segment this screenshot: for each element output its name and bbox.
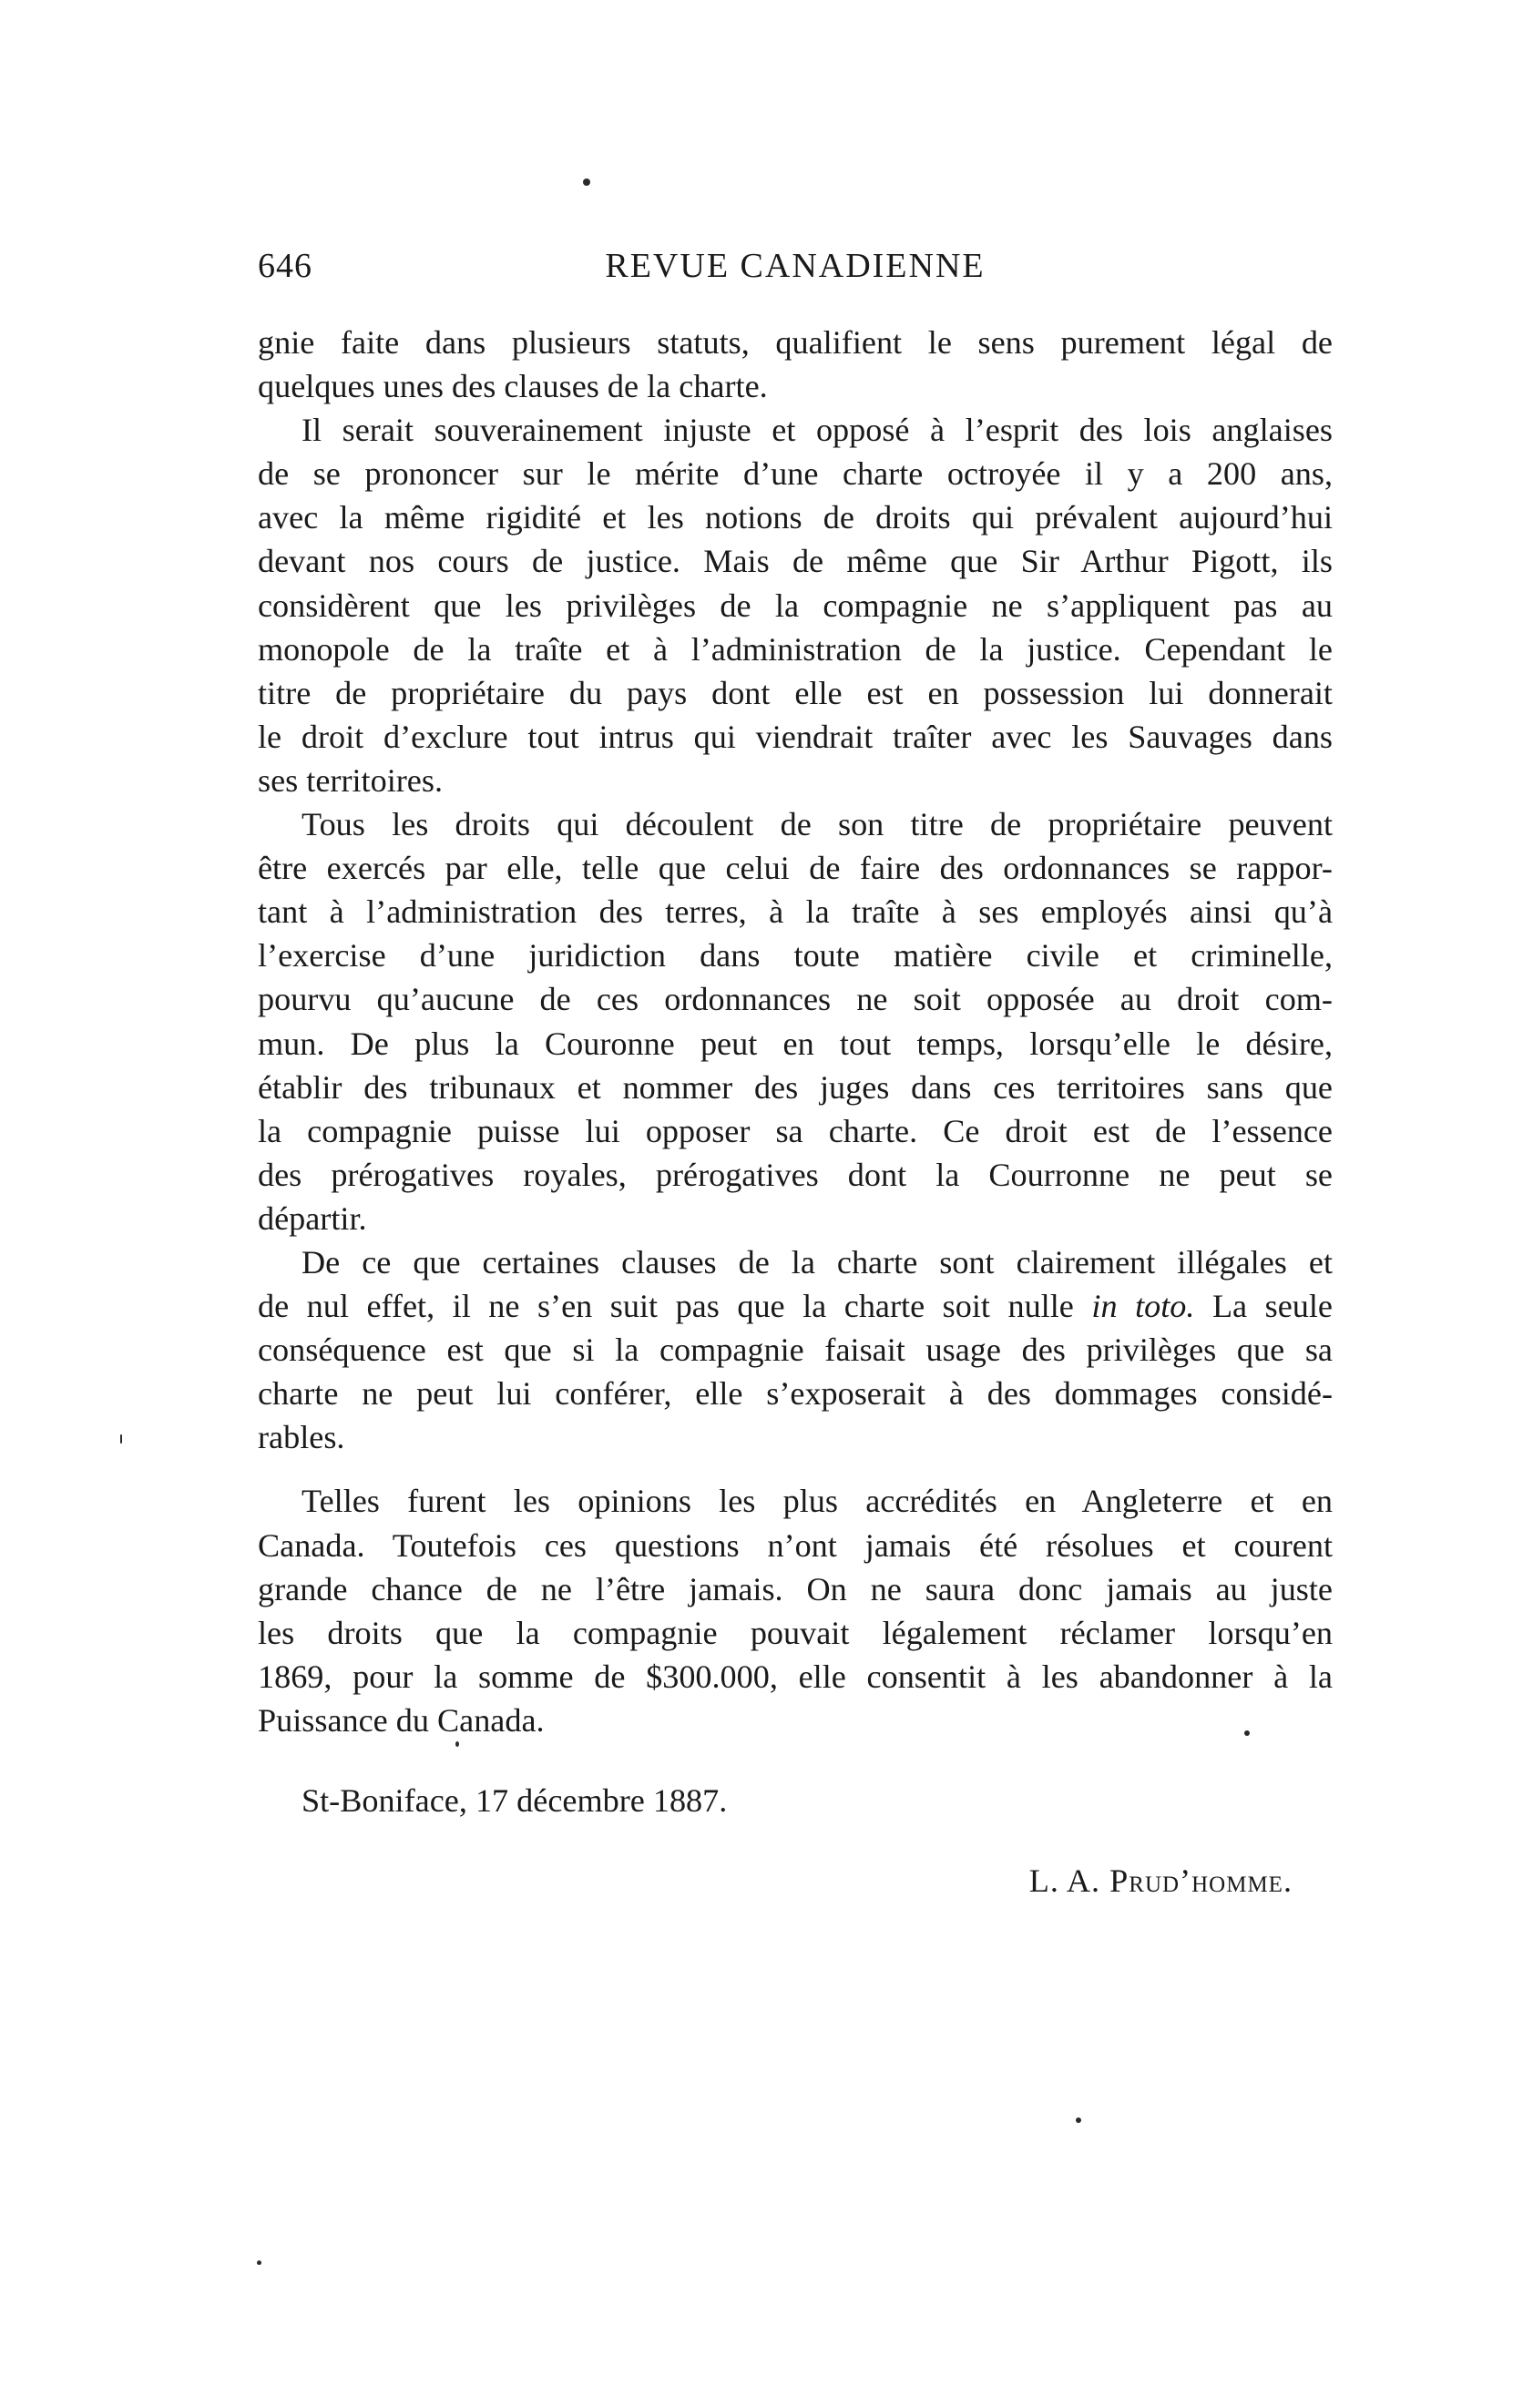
text-line: quelques unes des clauses de la charte. bbox=[258, 368, 768, 405]
text-line: considèrent que les privilèges de la compagnie ne s’appliquent pas au bbox=[258, 587, 1333, 624]
paragraph bbox=[258, 802, 1333, 1240]
text-line: la compagnie puisse lui opposer sa charte. Ce droit est de l’essence bbox=[258, 1112, 1333, 1149]
text-line: charte ne peut lui conférer, elle s’exposerait à des dommages considé- bbox=[258, 1375, 1333, 1413]
paragraph bbox=[258, 1479, 1333, 1742]
text-line: avec la même rigidité et les notions de droits qui prévalent aujourd’hui bbox=[258, 499, 1333, 536]
italic-phrase: in toto. bbox=[1091, 1288, 1195, 1325]
text-line: titre de propriétaire du pays dont elle est en possession lui donnerait bbox=[258, 674, 1333, 711]
scan-speck bbox=[120, 1434, 122, 1444]
text-line bbox=[258, 1284, 1333, 1328]
text-line: Canada. Toutefois ces questions n’ont jamais été résolues et courent bbox=[258, 1526, 1333, 1564]
text-line: Telles furent les opinions les plus accrédités en Angleterre et en bbox=[302, 1483, 1333, 1520]
paragraph bbox=[258, 408, 1333, 802]
dateline: St-Boniface, 17 décembre 1887. bbox=[302, 1782, 728, 1819]
page-header bbox=[258, 246, 1333, 297]
paragraph bbox=[258, 321, 1333, 408]
text-line: conséquence est que si la compagnie faisait usage des privilèges que sa bbox=[258, 1332, 1333, 1369]
text-line: Puissance du Canada. bbox=[258, 1701, 545, 1739]
text-line: l’exercise d’une juridiction dans toute matière civile et criminelle, bbox=[258, 937, 1333, 974]
text-line: De ce que certaines clauses de la charte sont clairement illégales et bbox=[302, 1243, 1333, 1281]
scan-speck bbox=[583, 179, 590, 186]
text-line: ses territoires. bbox=[258, 761, 443, 799]
text-line: établir des tribunaux et nommer des juges dans ces territoires sans que bbox=[258, 1068, 1333, 1106]
text-line: monopole de la traîte et à l’administration de la justice. Cependant le bbox=[258, 630, 1333, 668]
text-line: rables. bbox=[258, 1419, 345, 1456]
text-line: de se prononcer sur le mérite d’une charte octroyée il y a 200 ans, bbox=[258, 455, 1333, 493]
text-line: être exercés par elle, telle que celui de faire des ordonnances se rappor- bbox=[258, 850, 1333, 887]
text-line: tant à l’administration des terres, à la traîte à ses employés ainsi qu’à bbox=[258, 893, 1333, 931]
page-number: 646 bbox=[258, 247, 312, 285]
text-line: gnie faite dans plusieurs statuts, qualifient le sens purement légal de bbox=[258, 324, 1333, 361]
scan-speck bbox=[1076, 2117, 1081, 2123]
text-line: des prérogatives royales, prérogatives dont la Courronne ne peut se bbox=[258, 1156, 1333, 1193]
text-line: pourvu qu’aucune de ces ordonnances ne soit opposée au droit com- bbox=[258, 981, 1333, 1018]
text-segment: La seule bbox=[1194, 1288, 1333, 1325]
text-line: grande chance de ne l’être jamais. On ne saura donc jamais au juste bbox=[258, 1570, 1333, 1607]
text-line: mun. De plus la Couronne peut en tout temps, lorsqu’elle le désire, bbox=[258, 1025, 1333, 1062]
text-line: devant nos cours de justice. Mais de même que Sir Arthur Pigott, ils bbox=[258, 543, 1333, 580]
text-line: départir. bbox=[258, 1199, 367, 1237]
article-body bbox=[258, 321, 1333, 1903]
text-line: Il serait souverainement injuste et opposé à l’esprit des lois anglaises bbox=[302, 412, 1333, 449]
text-line: le droit d’exclure tout intrus qui viendrait traîter avec les Sauvages dans bbox=[258, 718, 1333, 755]
text-line: les droits que la compagnie pouvait légalement réclamer lorsqu’en bbox=[258, 1614, 1333, 1651]
scan-speck bbox=[257, 2260, 261, 2265]
text-line: Tous les droits qui découlent de son titre de propriétaire peuvent bbox=[302, 806, 1333, 843]
paragraph bbox=[258, 1240, 1333, 1459]
author-signature: L. A. Prud’homme. bbox=[1028, 1862, 1293, 1900]
text-line: 1869, pour la somme de $300.000, elle consentit à les abandonner à la bbox=[258, 1658, 1333, 1695]
text-segment: de nul effet, il ne s’en suit pas que la charte soit nulle bbox=[258, 1288, 1092, 1325]
running-title: REVUE CANADIENNE bbox=[605, 247, 986, 285]
